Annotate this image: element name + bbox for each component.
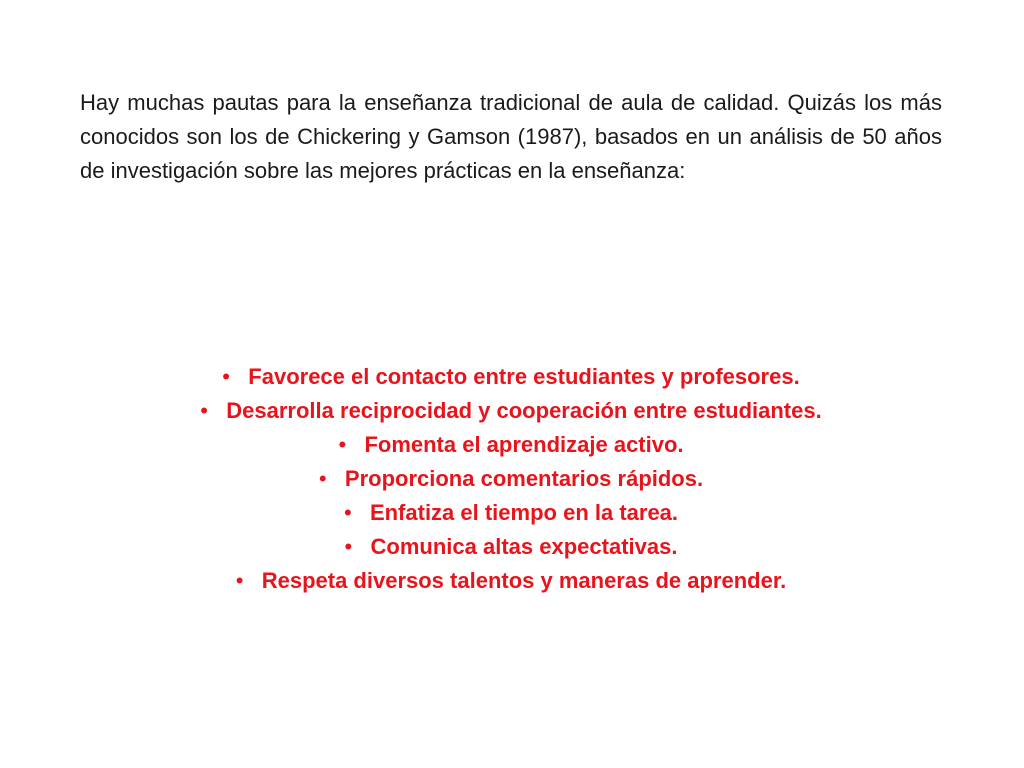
bullet-icon: •	[200, 398, 208, 423]
principle-item	[80, 530, 942, 564]
principle-text: Respeta diversos talentos y maneras de aprender.	[261, 568, 787, 593]
principle-text: Fomenta el aprendizaje activo.	[364, 432, 684, 457]
bullet-icon: •	[343, 500, 352, 525]
principle-item	[80, 360, 942, 394]
principle-text: Favorece el contacto entre estudiantes y profesores.	[248, 364, 800, 389]
principle-text: Enfatiza el tiempo en la tarea.	[369, 500, 679, 525]
principle-item	[80, 564, 942, 598]
bullet-icon: •	[344, 534, 353, 559]
principles-list	[80, 360, 942, 598]
principle-text: Desarrolla reciprocidad y cooperación entre estudiantes.	[226, 398, 822, 423]
bullet-icon: •	[222, 364, 230, 389]
principle-item	[80, 428, 942, 462]
bullet-icon: •	[235, 568, 244, 593]
principle-text: Comunica altas expectativas.	[370, 534, 678, 559]
bullet-icon: •	[318, 466, 327, 491]
principle-text: Proporciona comentarios rápidos.	[344, 466, 704, 491]
principle-item	[80, 462, 942, 496]
intro-paragraph: Hay muchas pautas para la enseñanza tradicional de aula de calidad. Quizás los más conocidos son los de Chickering y Gamson (1987), basados en un análisis de 50 años de investigación sobre las mejores prácticas en la enseñanza:	[80, 90, 942, 183]
bullet-icon: •	[338, 432, 347, 457]
principle-item	[80, 394, 942, 428]
principle-item	[80, 496, 942, 530]
